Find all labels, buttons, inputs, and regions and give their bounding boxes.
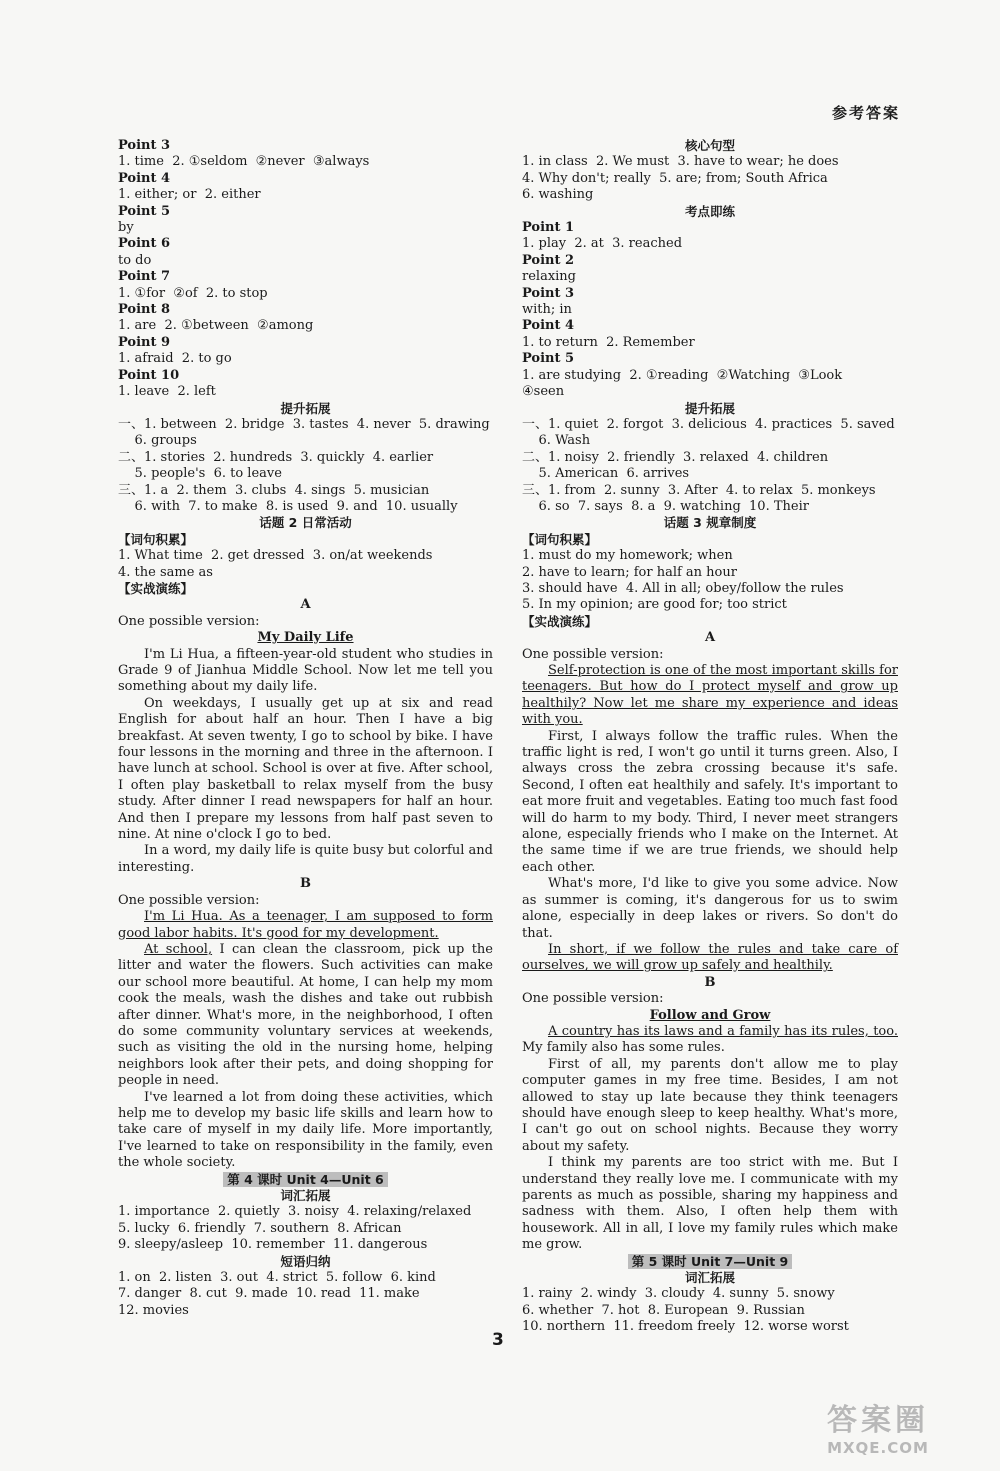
point-answer: to do <box>118 252 152 268</box>
section-heading-hexin: 核心句型 <box>684 138 735 153</box>
watermark-url: MXQE.COM <box>827 1439 929 1457</box>
point-block <box>118 302 493 335</box>
lesson-label: 第 4 课时 Unit 4—Unit 6 <box>223 1172 387 1187</box>
shizhan-label: 【实战演练】 <box>522 613 598 629</box>
point-heading: Point 10 <box>118 367 180 383</box>
topic-heading: 话题 2 日常活动 <box>259 515 352 531</box>
essay-paragraph: On weekdays, I usually get up at six and read English for about half an hour. Then I have a big breakfast. At seven twenty, I go to school by bike. I have four lessons in the morning and three in the afternoon. I have lunch at school. School is over at five. After school, I often play basketball to relax myself from the busy study. After dinner I read newspapers for half an hour. And then I prepare my lessons from half past seven to nine. At nine o'clock I go to bed. <box>118 695 493 843</box>
answer-line: 三、1. a 2. them 3. clubs 4. sings 5. musician <box>118 482 430 498</box>
ciju-label: 【词句积累】 <box>522 531 598 547</box>
essay-paragraph <box>118 942 493 1090</box>
answer-line: 二、1. noisy 2. friendly 3. relaxed 4. children <box>522 449 829 465</box>
answer-line: 6. groups <box>118 433 197 449</box>
point-block <box>118 269 493 302</box>
essay-title: My Daily Life <box>257 630 354 646</box>
answer-line: 1. on 2. listen 3. out 4. strict 5. follow 6. kind <box>118 1270 436 1286</box>
underlined-text: At school, <box>144 941 213 957</box>
section-heading-cihui: 词汇拓展 <box>684 1270 735 1286</box>
section-heading-kaodian: 考点即练 <box>684 203 735 219</box>
section-heading-tisheng: 提升拓展 <box>684 400 735 416</box>
essay-title: Follow and Grow <box>649 1007 771 1023</box>
answer-line: 5. people's 6. to leave <box>118 466 282 482</box>
point-answer: 1. play 2. at 3. reached <box>522 236 683 252</box>
underlined-text: In short, if we follow the rules and take care of ourselves, we will grow up safely and healthily. <box>522 941 898 974</box>
essay-paragraph: First, I always follow the traffic rules. When the traffic light is red, I won't go until it turns green. Also, I always cross the zebra crossing because it's safe. Second, I often eat healthily and safely. It's important to eat more fruit and vegetables. Eating too much fast food will do harm to my body. Third, I never meet strangers alone, especially friends who I make on the Internet. At the same time if we are true friends, we should help each other. <box>522 728 898 875</box>
essay-intro: One possible version: <box>522 646 664 662</box>
point-heading: Point 1 <box>522 220 575 236</box>
section-heading-duanyu: 短语归纳 <box>280 1253 331 1269</box>
point-block <box>118 138 493 171</box>
point-block <box>118 171 493 204</box>
paragraph-text: My family also has some rules. <box>522 1040 725 1056</box>
lesson-heading <box>522 1254 898 1270</box>
lesson-heading <box>118 1172 493 1188</box>
page-number: 3 <box>492 1330 504 1350</box>
point-answer: 1. leave 2. left <box>118 384 216 400</box>
left-column <box>118 138 493 1319</box>
point-answer: 1. afraid 2. to go <box>118 351 232 367</box>
point-heading: Point 7 <box>118 269 171 285</box>
watermark-text: 答案圈 <box>827 1403 929 1438</box>
point-heading: Point 5 <box>522 351 575 367</box>
answer-line: 5. American 6. arrives <box>522 466 690 482</box>
underlined-text: Self-protection is one of the most important skills for teenagers. But how do I protect myself and grow up healthily? Now let me share my experience and ideas with you. <box>522 663 898 728</box>
answer-line: 1. What time 2. get dressed 3. on/at weekends <box>118 548 433 564</box>
point-answer: 1. to return 2. Remember <box>522 334 695 350</box>
essay-intro: One possible version: <box>118 892 260 908</box>
essay-paragraph: In a word, my daily life is quite busy but colorful and interesting. <box>118 843 493 875</box>
point-block <box>522 351 898 400</box>
essay-paragraph: What's more, I'd like to give you some advice. Now as summer is coming, it's dangerous for us to swim alone, especially in deep lakes or rivers. So don't do that. <box>522 876 898 941</box>
point-heading: Point 5 <box>118 203 171 219</box>
essay-letter: B <box>704 974 716 990</box>
point-block <box>118 368 493 401</box>
point-block <box>118 204 493 237</box>
essay-letter: A <box>704 630 716 646</box>
underlined-text: I'm Li Hua. As a teenager, I am supposed to form good labor habits. It's good for my development. <box>118 909 493 941</box>
point-answer: 1. are 2. ①between ②among <box>118 318 314 334</box>
point-block <box>118 236 493 269</box>
answer-line: 1. must do my homework; when <box>522 548 733 564</box>
answer-line: 6. so 7. says 8. a 9. watching 10. Their <box>522 498 809 514</box>
point-heading: Point 4 <box>522 318 575 334</box>
answer-line: 5. lucky 6. friendly 7. southern 8. African <box>118 1220 402 1236</box>
essay-paragraph <box>118 909 493 942</box>
point-heading: Point 9 <box>118 334 171 350</box>
answer-line: 6. with 7. to make 8. is used 9. and 10. usually <box>118 498 458 514</box>
answer-line: 2. have to learn; for half an hour <box>522 564 737 580</box>
point-answer: with; in <box>522 302 572 318</box>
section-heading-tisheng: 提升拓展 <box>280 400 331 416</box>
right-column <box>522 138 898 1336</box>
point-answer: 1. ①for ②of 2. to stop <box>118 285 268 301</box>
essay-intro: One possible version: <box>522 991 664 1007</box>
section-heading-cihui: 词汇拓展 <box>280 1188 331 1203</box>
point-answer: 1. either; or 2. either <box>118 187 261 203</box>
essay-paragraph: I'm Li Hua, a fifteen-year-old student who studies in Grade 9 of Jianhua Middle School. Now let me tell you something about my daily life. <box>118 646 493 695</box>
point-answer-extra: ④seen <box>522 384 565 400</box>
essay-intro: One possible version: <box>118 613 260 629</box>
point-answer: 1. time 2. ①seldom ②never ③always <box>118 154 370 170</box>
point-heading: Point 3 <box>522 285 575 301</box>
answer-line: 二、1. stories 2. hundreds 3. quickly 4. earlier <box>118 449 434 465</box>
point-block <box>522 318 898 351</box>
point-heading: Point 3 <box>118 138 171 153</box>
essay-paragraph <box>522 663 898 729</box>
answer-line: 1. rainy 2. windy 3. cloudy 4. sunny 5. snowy <box>522 1286 835 1302</box>
essay-letter: B <box>300 876 311 892</box>
point-block <box>522 253 898 286</box>
answer-line: 6. Wash <box>522 433 591 449</box>
essay-paragraph: I've learned a lot from doing these activities, which help me to develop my basic life skills and learn how to take care of myself in my daily life. More importantly, I've learned to take on responsibility in the family, even the whole society. <box>118 1089 493 1171</box>
shizhan-label: 【实战演练】 <box>118 580 194 596</box>
answer-line: 6. washing <box>522 187 594 203</box>
answer-line: 1. in class 2. We must 3. have to wear; he does <box>522 154 839 170</box>
essay-paragraph <box>522 1024 898 1057</box>
answer-line: 5. In my opinion; are good for; too strict <box>522 597 787 613</box>
answer-line: 7. danger 8. cut 9. made 10. read 11. make <box>118 1286 420 1302</box>
watermark-logo <box>778 1395 978 1455</box>
answer-line: 一、1. quiet 2. forgot 3. delicious 4. practices 5. saved <box>522 416 895 432</box>
essay-paragraph <box>522 942 898 975</box>
answer-line: 4. Why don't; really 5. are; from; South Africa <box>522 170 828 186</box>
lesson-label: 第 5 课时 Unit 7—Unit 9 <box>628 1254 792 1269</box>
point-block <box>118 335 493 368</box>
point-heading: Point 4 <box>118 170 171 186</box>
point-answer: by <box>118 220 134 236</box>
answer-line: 12. movies <box>118 1302 189 1318</box>
topic-heading: 话题 3 规章制度 <box>663 515 757 531</box>
answer-line: 三、1. from 2. sunny 3. After 4. to relax 5. monkeys <box>522 482 876 498</box>
underlined-text: A country has its laws and a family has its rules, too. <box>548 1023 898 1039</box>
ciju-label: 【词句积累】 <box>118 531 194 547</box>
point-answer: relaxing <box>522 269 576 285</box>
point-heading: Point 2 <box>522 252 575 268</box>
answer-line: 10. northern 11. freedom freely 12. worse worst <box>522 1319 849 1335</box>
essay-paragraph: I think my parents are too strict with me. But I understand they really love me. I communicate with my parents as much as possible, sharing my happiness and sadness with them. Also, I often help them with housework. All in all, I love my family rules which make me grow. <box>522 1155 898 1253</box>
answer-line: 一、1. between 2. bridge 3. tastes 4. never 5. drawing <box>118 416 490 432</box>
essay-paragraph: First of all, my parents don't allow me to play computer games in my free time. Besides, I am not allowed to stay up late because they think teenagers should have enough sleep to keep healthy. What's more, I can't go out on school nights. Because they worry about my safety. <box>522 1056 898 1154</box>
page-header-title: 参考答案 <box>831 104 900 122</box>
answer-line: 3. should have 4. All in all; obey/follow the rules <box>522 580 844 596</box>
point-answer: 1. are studying 2. ①reading ②Watching ③Look <box>522 367 843 383</box>
point-block <box>522 220 898 253</box>
essay-letter: A <box>300 597 311 613</box>
answer-line: 4. the same as <box>118 564 213 580</box>
answer-line: 9. sleepy/asleep 10. remember 11. dangerous <box>118 1237 428 1253</box>
answer-line: 1. importance 2. quietly 3. noisy 4. relaxing/relaxed <box>118 1204 472 1220</box>
point-block <box>522 286 898 319</box>
point-heading: Point 6 <box>118 236 171 252</box>
point-heading: Point 8 <box>118 302 171 318</box>
paragraph-text: I can clean the classroom, pick up the litter and water the flowers. Such activities can make our school more beautiful. At home, I can help my mom cook the meals, wash the dishes and take out rubbish after dinner. What's more, in the neighborhood, I often do some community voluntary services at weekends, such as visiting the old in the nursing home, helping neighbors look after their pets, and doing shopping for people in need. <box>118 941 493 1089</box>
answer-line: 6. whether 7. hot 8. European 9. Russian <box>522 1302 805 1318</box>
